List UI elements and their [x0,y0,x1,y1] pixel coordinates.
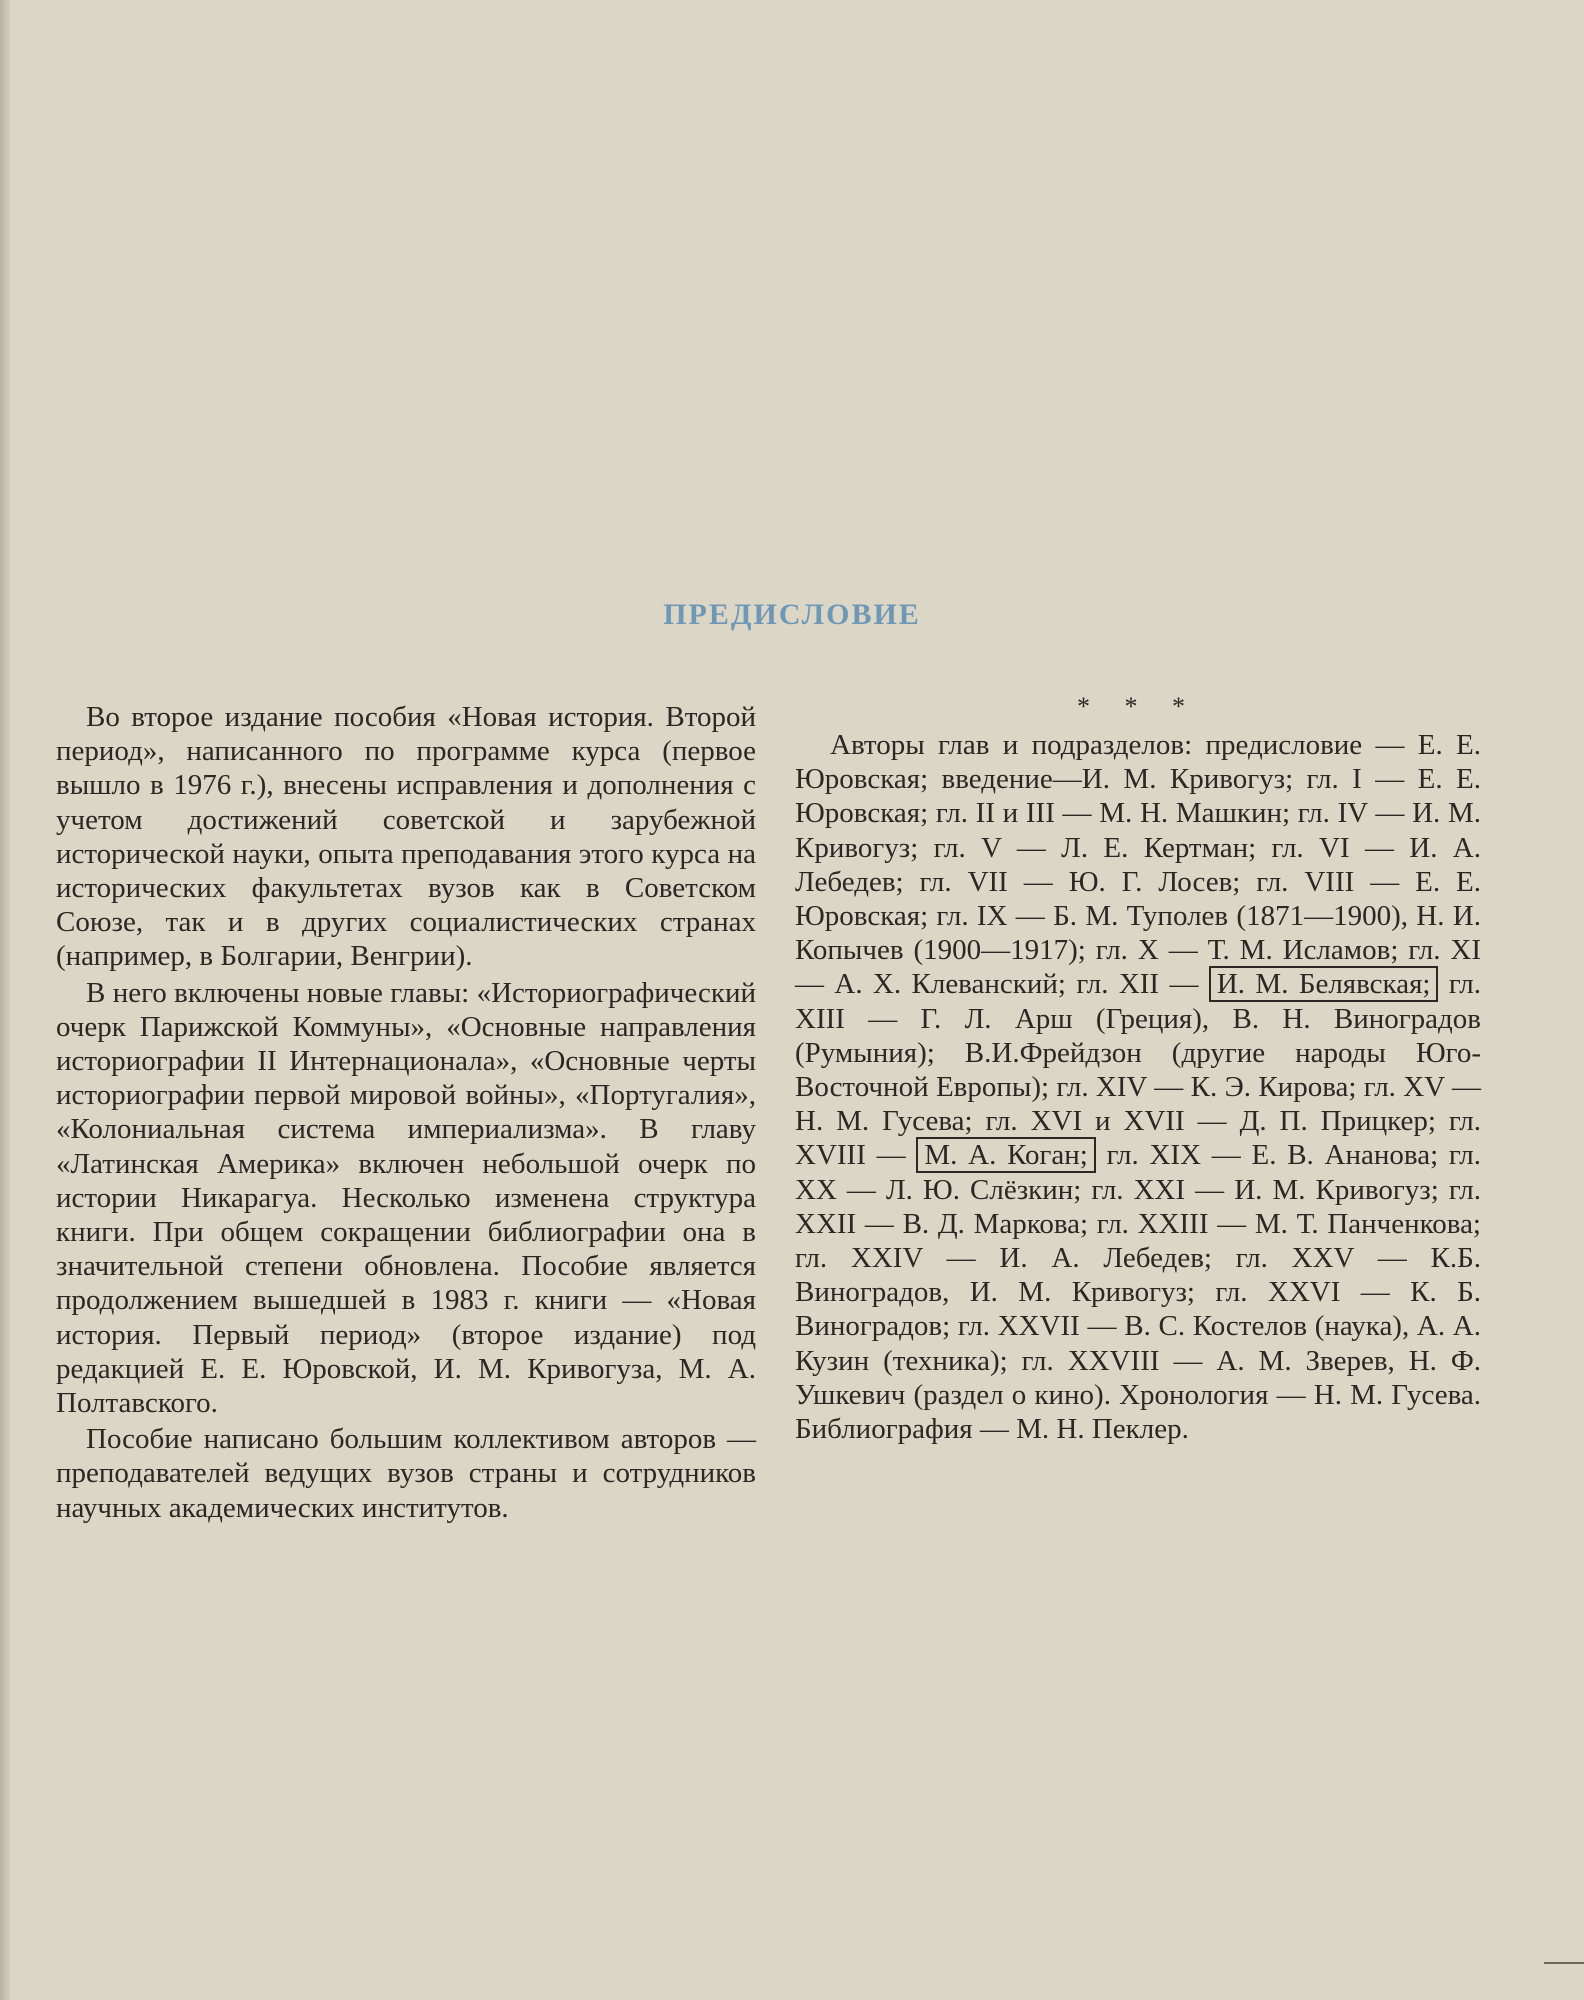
paragraph-1: Во второе издание пособия «Новая история. Второй период», написанного по программе курса (первое вышло в 1976 г.), внесены исправления и дополнения с учетом достижений советской и зарубежной исторической науки, опыта преподавания этого курса на исторических факультетах вузов как в Советском Союзе, так и в других социалистических странах (например, в Болгарии, Венгрии). [56,701,756,973]
boxed-name-beliavskaya: И. М. Белявская; [1209,966,1439,1002]
paragraph-2: В него включены новые главы: «Историографический очерк Парижской Коммуны», «Основные направления историографии II Интернационала», «Основные черты историографии первой мировой войны», «Португалия», «Колониальная система империализма». В главу «Латинская Америка» включен небольшой очерк по истории Никарагуа. Несколько изменена структура книги. При общем сокращении библиографии она в значительной степени обновлена. Пособие является продолжением вышедшей в 1983 г. книги — «Новая история. Первый период» (второе издание) под редакцией Е. Е. Юровской, И. М. Кривогуза, М. А. Полтавского. [56,976,756,1420]
left-column [56,700,756,1527]
page-title: ПРЕДИСЛОВИЕ [663,598,921,631]
authors-text-part-1: Авторы глав и подразделов: предисловие — Е. Е. Юровская; введение—И. М. Кривогуз; гл. I — Е. Е. Юровская; гл. II и III — М. Н. Машкин; гл. IV — И. М. Кривогуз; гл. V — Л. Е. Кертман; гл. VI — И. А. Лебедев; гл. VII — Ю. Г. Лосев; гл. VIII — Е. Е. Юровская; гл. IX — Б. М. Туполев (1871—1900), Н. И. Копычев (1900—1917); гл. X — Т. М. Исламов; гл. XI — А. Х. Клеванский; гл. XII — [795,729,1481,1001]
section-separator-stars: * * * [1077,692,1199,721]
authors-paragraph [795,728,1481,1446]
page-edge-shadow [0,0,10,2000]
boxed-name-kogan: М. А. Коган; [916,1137,1095,1173]
authors-text-part-3: гл. XIX — Е. В. Ананова; гл. XX — Л. Ю. Слёзкин; гл. XXI — И. М. Кривогуз; гл. XXII — В. Д. Маркова; гл. XXIII — М. Т. Панченкова; гл. XXIV — И. А. Лебедев; гл. XXV — К.Б. Виноградов, И. М. Кривогуз; гл. XXVI — К. Б. Виноградов; гл. XXVII — В. С. Костелов (наука), А. А. Кузин (техника); гл. XXVIII — А. М. Зверев, Н. Ф. Ушкевич (раздел о кино). Хронология — Н. М. Гусева. Библиография — М. Н. Пеклер. [795,1139,1482,1446]
page-edge-mark [1544,1962,1584,1964]
right-column [795,692,1481,1448]
paragraph-3: Пособие написано большим коллективом авторов — преподавателей ведущих вузов страны и сотрудников научных академических институтов. [56,1423,756,1524]
authors-text-part-2: гл. XIII — Г. Л. Арш (Греция), В. Н. Виноградов (Румыния); В.И.Фрейдзон (другие народы Юго-Восточной Европы); гл. XIV — К. Э. Кирова; гл. XV — Н. М. Гусева; гл. XVI и XVII — Д. П. Прицкер; гл. XVIII — [795,968,1481,1172]
